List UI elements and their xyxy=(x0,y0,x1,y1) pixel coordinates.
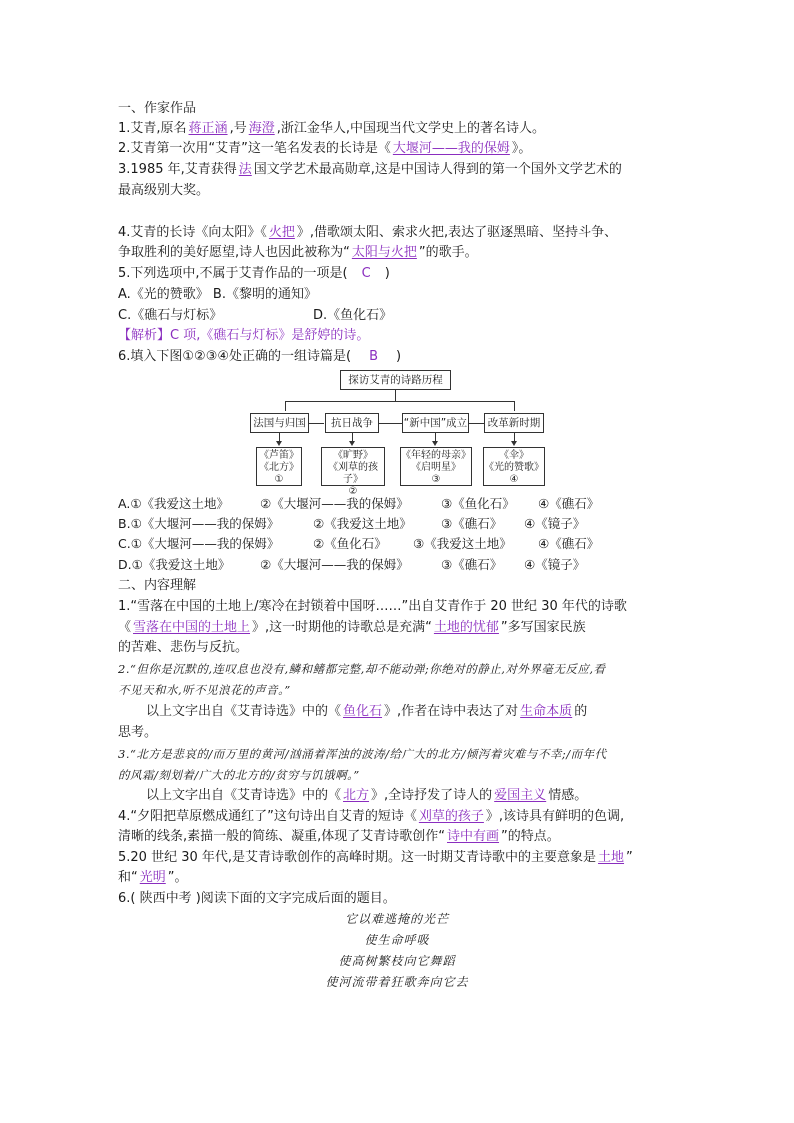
answer-blank: 海澄 xyxy=(248,121,275,136)
q2-1-cont: 《 雪落在中国的土地上 》,这一时期他的诗歌总是充满“ 土地的忧郁 ”多写国家民族 xyxy=(118,620,586,635)
connector xyxy=(285,401,514,402)
answer-blank: 土地的忧郁 xyxy=(433,620,499,635)
answer-blank: 诗中有画 xyxy=(447,829,500,844)
connector xyxy=(469,423,484,424)
option-ab: A.《光的赞歌》 B.《黎明的通知》 xyxy=(118,287,317,302)
work-title: 《年轻的母亲》 xyxy=(401,450,471,461)
work-title: 《北方》 xyxy=(259,462,299,473)
option-item: ③《鱼化石》 xyxy=(441,496,515,511)
works-box xyxy=(400,447,472,486)
poem-line: 它以难逃掩的光芒 xyxy=(344,912,449,926)
option-item: ③《礁石》 xyxy=(441,557,503,572)
option-letter: D. xyxy=(118,557,132,572)
q2-4: 4.“夕阳把草原燃成通红了”这句诗出自艾青的短诗《 刈草的孩子 》,该诗具有鲜明的色调, xyxy=(118,809,625,824)
option-row xyxy=(118,534,279,554)
work-title: 《芦笛》 xyxy=(259,450,299,461)
question-2: 2.艾青第一次用“艾青”这一笔名发表的长诗是《 大堰河——我的保姆 》。 xyxy=(118,141,532,156)
option-item: ④《礁石》 xyxy=(538,496,600,511)
option-letter: C. xyxy=(118,536,131,551)
question-4: 4.艾青的长诗《向太阳》《 火把 》,借歌颂太阳、索求火把,表达了驱逐黑暗、坚持斗争、 xyxy=(118,225,618,240)
answer-blank: 火把 xyxy=(268,225,295,240)
option-letter: B. xyxy=(118,516,131,531)
q2-3-quote: 3.“北方是悲哀的/而万里的黄河/汹涌着浑浊的波涛/给广大的北方/倾泻着灾难与不幸;/而年代 xyxy=(118,747,607,761)
q2-2-cont: 思考。 xyxy=(118,725,158,740)
question-6: 6.填入下图①②③④处正确的一组诗篇是( B ) xyxy=(118,349,402,364)
poem-line: 使高树繁枝向它舞蹈 xyxy=(338,954,456,968)
option-item: ②《我爱这土地》 xyxy=(313,516,412,531)
question-5: 5.下列选项中,不属于艾青作品的一项是( C ) xyxy=(118,266,390,281)
work-title: 《伞》 xyxy=(499,450,529,461)
answer-blank: 大堰河——我的保姆 xyxy=(392,141,510,156)
works-box xyxy=(483,447,545,486)
q2-5-cont: 和“ 光明 ”。 xyxy=(118,870,188,885)
q2-3-quote-cont: 的风霜/刻划着/广大的北方的/贫穷与饥饿啊。” xyxy=(118,768,360,782)
question-3: 3.1985 年,艾青获得 法 国文学艺术最高勋章,这是中国诗人得到的第一个国外文学艺术的 xyxy=(118,162,622,177)
answer-blank: 生命本质 xyxy=(520,704,573,719)
stage-box: “新中国”成立 xyxy=(402,413,469,433)
option-row xyxy=(118,514,279,534)
answer-blank: 雪落在中国的土地上 xyxy=(133,620,251,635)
blank-marker: ① xyxy=(274,474,284,485)
blank-marker: ③ xyxy=(431,474,441,485)
q2-1: 1.“雪落在中国的土地上/寒冷在封锁着中国呀……”出自艾青作于 20 世纪 30 年代的诗歌 xyxy=(118,599,627,614)
connector xyxy=(309,423,324,424)
question-4-cont: 争取胜利的美好愿望,诗人也因此被称为“ 太阳与火把 ”的歌手。 xyxy=(118,245,478,260)
poem-line: 使河流带着狂歌奔向它去 xyxy=(325,975,469,989)
answer-blank: 北方 xyxy=(343,788,370,803)
answer-blank: 太阳与火把 xyxy=(351,245,417,260)
work-title: 《旷野》 xyxy=(333,450,373,461)
works-box xyxy=(256,447,302,486)
q2-2-quote: 2.“但你是沉默的,连叹息也没有,鳞和鳍都完整,却不能动弹;你绝对的静止,对外界毫无反应,看 xyxy=(118,662,606,676)
answer-blank: 光明 xyxy=(139,870,166,885)
option-item: ①《大堰河——我的保姆》 xyxy=(130,516,280,531)
arrow-down-icon xyxy=(432,441,438,446)
answer-blank: 法 xyxy=(238,162,252,177)
option-item: ②《大堰河——我的保姆》 xyxy=(260,557,409,572)
answer-blank: 爱国主义 xyxy=(494,788,547,803)
section-heading-1: 一、作家作品 xyxy=(118,101,197,116)
blank-marker: ④ xyxy=(509,474,519,485)
blank-marker: ② xyxy=(348,486,358,497)
work-title: 《启明星》 xyxy=(411,462,461,473)
arrow-down-icon xyxy=(349,441,355,446)
poem-line: 使生命呼吸 xyxy=(364,933,430,947)
arrow-down-icon xyxy=(276,441,282,446)
connector xyxy=(514,401,515,411)
q2-4-cont: 清晰的线条,素描一般的简练、凝重,体现了艾青诗歌创作“ 诗中有画 ”的特点。 xyxy=(118,829,560,844)
option-item: ①《我爱这土地》 xyxy=(130,496,230,511)
option-item: ①《我爱这土地》 xyxy=(131,557,231,572)
work-title: 《刈草的孩子》 xyxy=(328,462,378,485)
stage-box: 抗日战争 xyxy=(325,413,379,433)
work-title: 《光的赞歌》 xyxy=(484,462,544,473)
option-item: ③《我爱这土地》 xyxy=(413,536,512,551)
q2-2: 以上文字出自《艾青诗选》中的《 鱼化石 》,作者在诗中表达了对 生命本质 的 xyxy=(146,704,588,719)
question-1: 1.艾青,原名 蒋正涵 ,号 海澄 ,浙江金华人,中国现当代文学史上的著名诗人。 xyxy=(118,121,545,136)
option-row xyxy=(118,494,229,514)
option-d: D.《鱼化石》 xyxy=(313,308,393,323)
q2-2-quote-cont: 不见天和水,听不见浪花的声音。” xyxy=(118,683,291,697)
option-c: C.《礁石与灯标》 xyxy=(118,308,223,323)
answer-blank: 土地 xyxy=(598,850,625,865)
option-item: ④《镜子》 xyxy=(524,516,586,531)
question-3-cont: 最高级别大奖。 xyxy=(118,183,210,198)
option-item: ①《大堰河——我的保姆》 xyxy=(130,536,280,551)
option-row xyxy=(118,555,230,575)
connector xyxy=(395,390,396,401)
connector xyxy=(379,423,402,424)
q2-3: 以上文字出自《艾青诗选》中的《 北方 》,全诗抒发了诗人的 爱国主义 情感。 xyxy=(146,788,588,803)
diagram-title: 探访艾青的诗路历程 xyxy=(340,370,451,390)
answer-blank: 刈草的孩子 xyxy=(418,809,484,824)
stage-box: 改革新时期 xyxy=(484,413,544,433)
connector xyxy=(285,401,286,411)
works-box xyxy=(321,447,385,497)
q2-6: 6.( 陕西中考 )阅读下面的文字完成后面的题目。 xyxy=(118,891,396,906)
option-item: ②《大堰河——我的保姆》 xyxy=(260,496,409,511)
option-item: ④《镜子》 xyxy=(524,557,586,572)
option-item: ②《鱼化石》 xyxy=(313,536,387,551)
answer-choice: B xyxy=(369,349,379,364)
arrow-down-icon xyxy=(511,441,517,446)
q2-1-cont2: 的苦难、悲伤与反抗。 xyxy=(118,640,249,655)
answer-blank: 蒋正涵 xyxy=(188,121,228,136)
option-item: ③《礁石》 xyxy=(441,516,503,531)
option-item: ④《礁石》 xyxy=(538,536,600,551)
section-heading-2: 二、内容理解 xyxy=(118,578,197,593)
q2-5: 5.20 世纪 30 年代,是艾青诗歌创作的高峰时期。这一时期艾青诗歌中的主要意象是 土地 ” xyxy=(118,850,633,865)
stage-box: 法国与归国 xyxy=(250,413,309,433)
answer-blank: 鱼化石 xyxy=(343,704,383,719)
option-letter: A. xyxy=(118,496,131,511)
analysis-text: 【解析】C 项,《礁石与灯标》是舒婷的诗。 xyxy=(118,328,370,343)
answer-choice: C xyxy=(361,266,371,281)
